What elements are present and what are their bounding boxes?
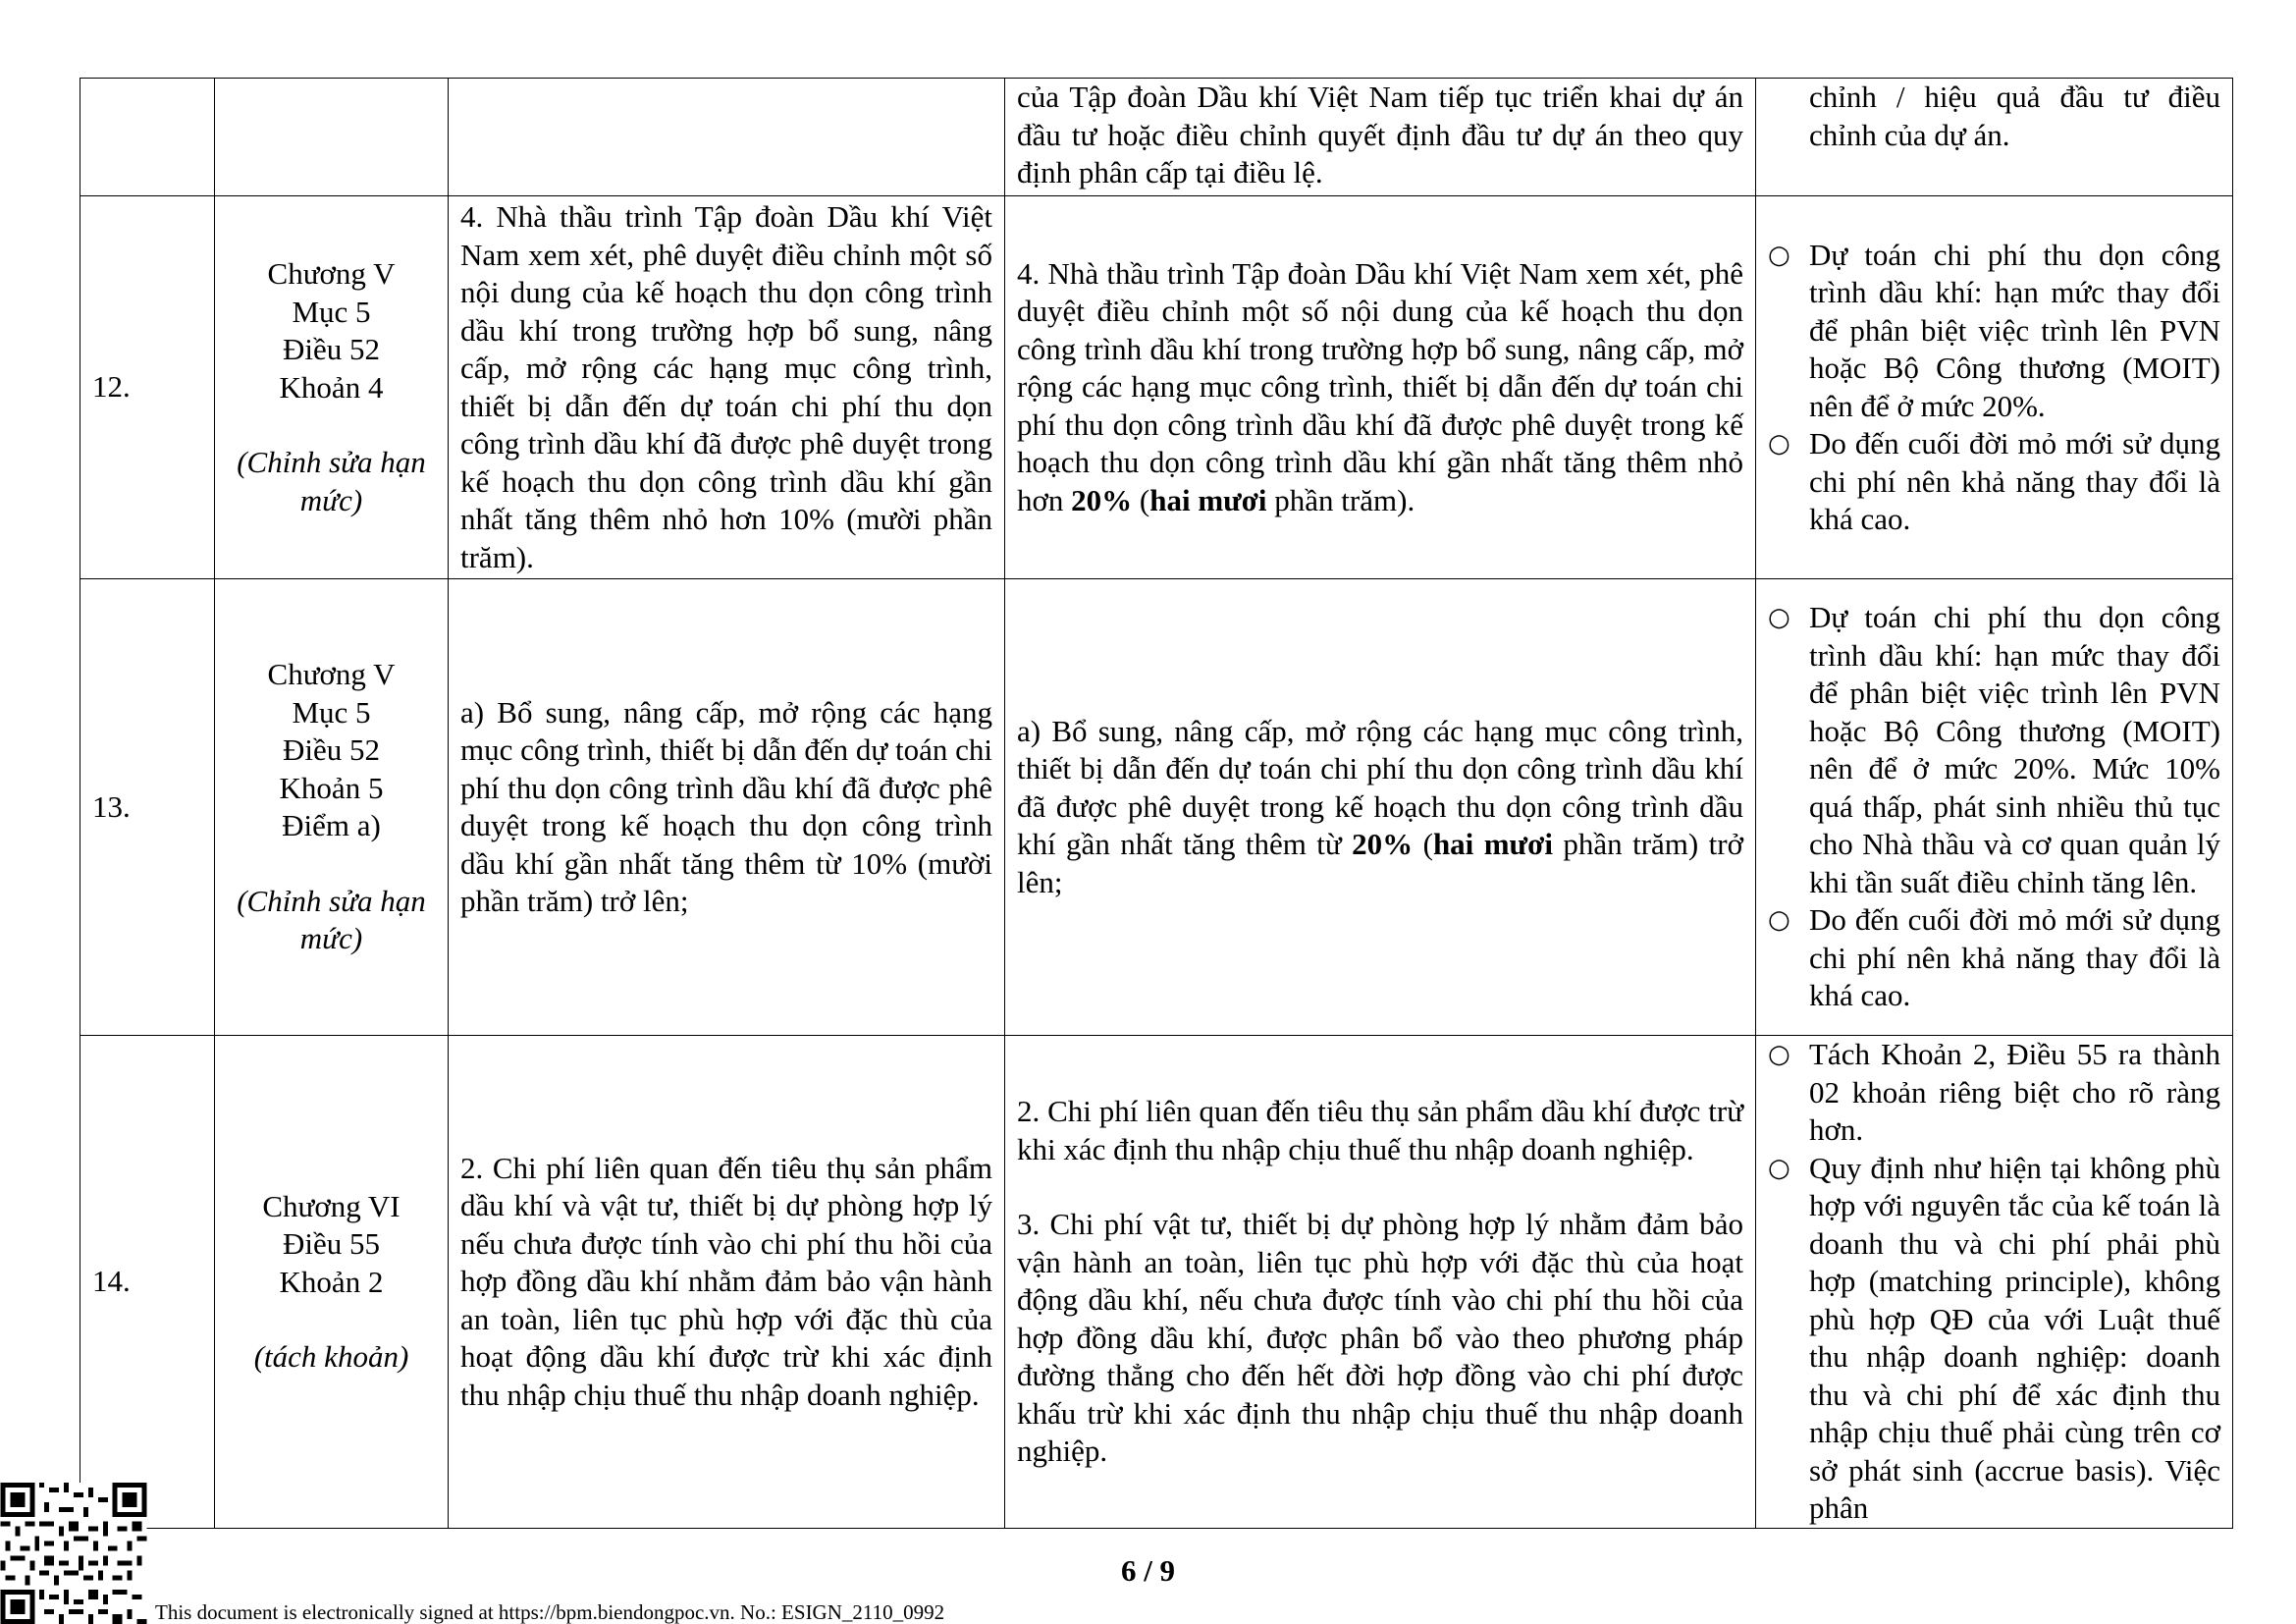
list-item: ○ Tách Khoản 2, Điều 55 ra thành 02 khoản riêng biệt cho rõ ràng hơn. xyxy=(1768,1037,2220,1147)
reason-list xyxy=(1756,196,2233,579)
table-row xyxy=(80,79,2233,196)
change-note: (Chỉnh sửa hạn mức) xyxy=(237,445,426,517)
row-number: 13. xyxy=(80,579,215,1036)
list-item: ○ Quy định như hiện tại không phù hợp với nguyên tắc của kế toán là doanh thu và chi phí phải phù hợp (matching principle), không phù hợp QĐ của với Luật thuế thu nhập doanh nghiệp: doanh thu và chi phí để xác định thu nhập chịu thuế phải cùng trên cơ sở phát sinh (accrue basis). Việc phân xyxy=(1768,1150,2220,1525)
electronic-signature-note: This document is electronically signed at https://bpm.biendongpoc.vn. No.: ESIGN_2110_0992 xyxy=(155,1600,945,1624)
current-text: 4. Nhà thầu trình Tập đoàn Dầu khí Việt Nam xem xét, phê duyệt điều chỉnh một số nội dung của kế hoạch thu dọn công trình dầu khí trong trường hợp bổ sung, nâng cấp, mở rộng các hạng mục công trình, thiết bị dẫn đến dự toán chi phí thu dọn công trình dầu khí đã được phê duyệt trong kế hoạch thu dọn công trình dầu khí gần nhất tăng thêm nhỏ hơn 10% (mười phần trăm). xyxy=(449,196,1005,579)
proposed-text: a) Bổ sung, nâng cấp, mở rộng các hạng mục công trình, thiết bị dẫn đến dự toán chi phí thu dọn công trình dầu khí đã được phê duyệt trong kế hoạch thu dọn công trình dầu khí gần nhất tăng thêm từ 20% (hai mươi phần trăm) trở lên; xyxy=(1005,579,1756,1036)
reason-list xyxy=(1756,1036,2233,1529)
list-item: ○ Dự toán chi phí thu dọn công trình dầu khí: hạn mức thay đổi để phân biệt việc trình lên PVN hoặc Bộ Công thương (MOIT) nên để ở mức 20%. xyxy=(1768,237,2220,423)
reason-text: chỉnh / hiệu quả đầu tư điều chỉnh của dự án. xyxy=(1756,79,2233,196)
row-number: 12. xyxy=(80,196,215,579)
reason-list xyxy=(1756,579,2233,1036)
table-row xyxy=(80,579,2233,1036)
change-note: (Chỉnh sửa hạn mức) xyxy=(237,883,426,956)
page-number: 6 / 9 xyxy=(1120,1553,1176,1588)
table-row xyxy=(80,1036,2233,1529)
article-reference: Chương V Mục 5 Điều 52 Khoản 5 Điểm a) (Chỉnh sửa hạn mức) xyxy=(215,579,449,1036)
amendment-table xyxy=(80,78,2233,1529)
circle-bullet-icon: ○ xyxy=(1768,603,1790,633)
article-reference xyxy=(215,79,449,196)
current-text: 2. Chi phí liên quan đến tiêu thụ sản phẩm dầu khí và vật tư, thiết bị dự phòng hợp lý nếu chưa được tính vào chi phí thu hồi của hợp đồng dầu khí nhằm đảm bảo vận hành an toàn, liên tục phù hợp với đặc thù của hoạt động dầu khí được trừ khi xác định thu nhập chịu thuế thu nhập doanh nghiệp. xyxy=(449,1036,1005,1529)
circle-bullet-icon: ○ xyxy=(1768,1040,1790,1069)
proposed-text: 4. Nhà thầu trình Tập đoàn Dầu khí Việt Nam xem xét, phê duyệt điều chỉnh một số nội dung của kế hoạch thu dọn công trình dầu khí trong trường hợp bổ sung, nâng cấp, mở rộng các hạng mục công trình, thiết bị dẫn đến dự toán chi phí thu dọn công trình dầu khí đã được phê duyệt trong kế hoạch thu dọn công trình dầu khí gần nhất tăng thêm nhỏ hơn 20% (hai mươi phần trăm). xyxy=(1005,196,1756,579)
current-text xyxy=(449,79,1005,196)
current-text: a) Bổ sung, nâng cấp, mở rộng các hạng mục công trình, thiết bị dẫn đến dự toán chi phí thu dọn công trình dầu khí đã được phê duyệt trong kế hoạch thu dọn công trình dầu khí gần nhất tăng thêm từ 10% (mười phần trăm) trở lên; xyxy=(449,579,1005,1036)
table-row xyxy=(80,196,2233,579)
list-item: ○ Dự toán chi phí thu dọn công trình dầu khí: hạn mức thay đổi để phân biệt việc trình lên PVN hoặc Bộ Công thương (MOIT) nên để ở mức 20%. Mức 10% quá thấp, phát sinh nhiều thủ tục cho Nhà thầu và cơ quan quản lý khi tần suất điều chỉnh tăng lên. xyxy=(1768,600,2220,899)
row-number xyxy=(80,79,215,196)
change-note: (tách khoản) xyxy=(253,1339,409,1374)
list-item: ○ Do đến cuối đời mỏ mới sử dụng chi phí nên khả năng thay đổi là khá cao. xyxy=(1768,902,2220,1013)
article-reference: Chương VI Điều 55 Khoản 2 (tách khoản) xyxy=(215,1036,449,1529)
circle-bullet-icon: ○ xyxy=(1768,240,1790,270)
proposed-text: của Tập đoàn Dầu khí Việt Nam tiếp tục triển khai dự án đầu tư hoặc điều chỉnh quyết định đầu tư dự án theo quy định phân cấp tại điều lệ. xyxy=(1005,79,1756,196)
article-reference: Chương V Mục 5 Điều 52 Khoản 4 (Chỉnh sửa hạn mức) xyxy=(215,196,449,579)
list-item: ○ Do đến cuối đời mỏ mới sử dụng chi phí nên khả năng thay đổi là khá cao. xyxy=(1768,426,2220,536)
circle-bullet-icon: ○ xyxy=(1768,429,1790,459)
circle-bullet-icon: ○ xyxy=(1768,1153,1790,1183)
row-number: 14. xyxy=(80,1036,215,1529)
proposed-text: 2. Chi phí liên quan đến tiêu thụ sản phẩm dầu khí được trừ khi xác định thu nhập chịu thuế thu nhập doanh nghiệp. 3. Chi phí vật tư, thiết bị dự phòng hợp lý nhằm đảm bảo vận hành an toàn, liên tục phù hợp với đặc thù của hoạt động dầu khí, nếu chưa được tính vào chi phí thu hồi của hợp đồng dầu khí, được phân bổ vào theo phương pháp đường thẳng cho đến hết đời hợp đồng vào chi phí được khấu trừ khi xác định thu nhập chịu thuế thu nhập doanh nghiệp. xyxy=(1005,1036,1756,1529)
circle-bullet-icon: ○ xyxy=(1768,905,1790,936)
